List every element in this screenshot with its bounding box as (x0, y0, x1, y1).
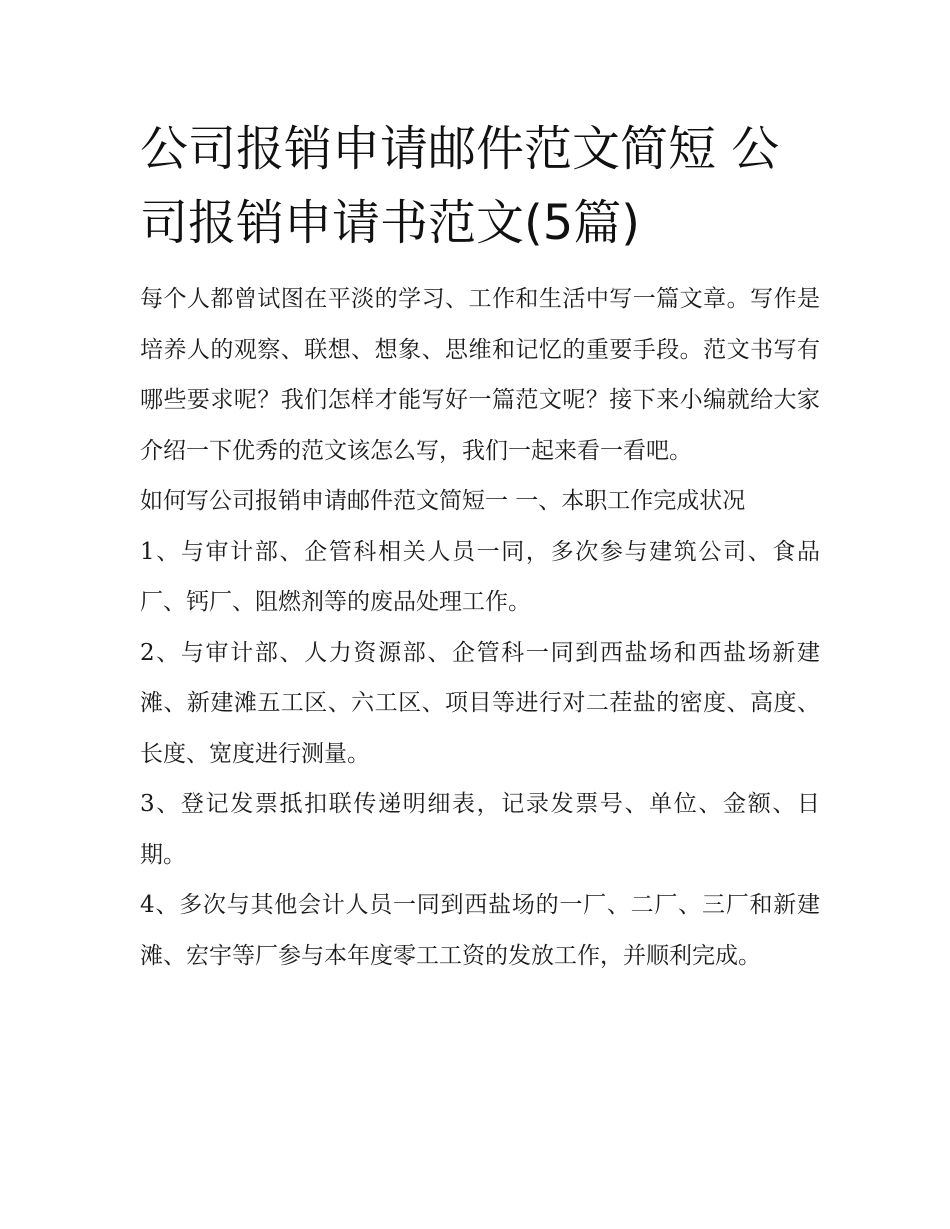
paragraph-item-4: 4、多次与其他会计人员一同到西盐场的一厂、二厂、三厂和新建滩、宏宇等厂参与本年度零工工资的发放工作，并顺利完成。 (140, 892, 820, 969)
document-title: 公司报销申请邮件范文简短 公司报销申请书范文(5篇) (140, 121, 780, 251)
paragraph-intro: 每个人都曾试图在平淡的学习、工作和生活中写一篇文章。写作是培养人的观察、联想、想象、思维和记忆的重要手段。范文书写有哪些要求呢？我们怎样才能写好一篇范文呢？接下来小编就给大家介绍一下优秀的范文该怎么写，我们一起来看一看吧。 (140, 286, 820, 464)
paragraph-section-heading: 如何写公司报销申请邮件范文简短一 一、本职工作完成状况 (140, 488, 746, 514)
paragraph-item-3: 3、登记发票抵扣联传递明细表，记录发票号、单位、金额、日期。 (140, 791, 820, 868)
document-body (140, 112, 820, 981)
paragraph-item-1: 1、与审计部、企管科相关人员一同，多次参与建筑公司、食品厂、钙厂、阻燃剂等的废品处理工作。 (140, 538, 820, 615)
paragraph-item-2: 2、与审计部、人力资源部、企管科一同到西盐场和西盐场新建滩、新建滩五工区、六工区、项目等进行对二茬盐的密度、高度、长度、宽度进行测量。 (140, 639, 820, 767)
